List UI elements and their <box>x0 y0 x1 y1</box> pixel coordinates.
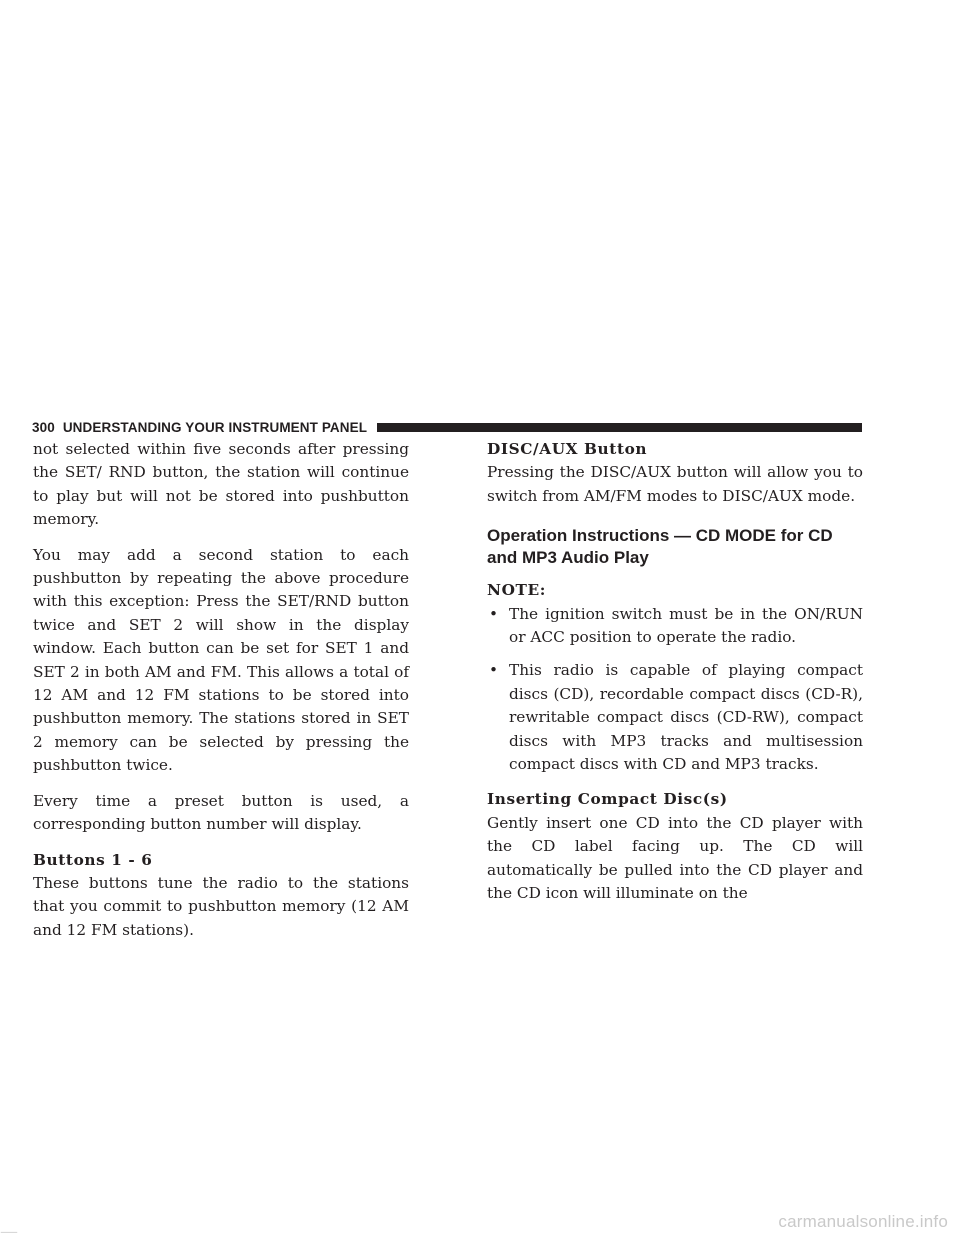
corner-mark: — <box>0 1221 18 1242</box>
paragraph: Every time a preset button is used, a corresponding button number will display. <box>33 791 409 834</box>
bullet-icon: • <box>489 661 499 680</box>
disc-aux-heading: DISC/AUX Button <box>487 440 648 458</box>
bullet-icon: • <box>489 604 499 623</box>
paragraph: These buttons tune the radio to the stations that you commit to pushbutton memory (12 AM and 12 FM stations). <box>33 873 409 939</box>
paragraph: not selected within five seconds after pressing the SET/ RND button, the station will continue to play but will not be stored into pushbutton memory. <box>33 440 409 529</box>
bullet-text: The ignition switch must be in the ON/RUN or ACC position to operate the radio. <box>509 604 863 647</box>
buttons-heading: Buttons 1 - 6 <box>33 850 153 869</box>
note-label: NOTE: <box>487 581 546 600</box>
bullet-text: This radio is capable of playing compact discs (CD), recordable compact discs (CD-R), rewritable compact discs (CD-RW), compact discs with MP3 tracks and multisession compact discs with CD and MP3 tracks. <box>509 661 863 774</box>
inserting-heading: Inserting Compact Disc(s) <box>487 790 728 809</box>
watermark: carmanualsonline.info <box>778 1212 948 1231</box>
page-header <box>32 419 862 435</box>
list-item <box>487 603 863 650</box>
header-rule <box>377 423 862 432</box>
page-number: 300 <box>32 419 55 435</box>
section-title: UNDERSTANDING YOUR INSTRUMENT PANEL <box>62 419 368 435</box>
paragraph: Pressing the DISC/AUX button will allow you to switch from AM/FM modes to DISC/AUX mode. <box>487 463 863 505</box>
right-column <box>487 438 863 906</box>
paragraph: You may add a second station to each pushbutton by repeating the above procedure with this exception: Press the SET/RND button twice and SET 2 will show in the display window. Each button can be set for SET 1 and SET 2 in both AM and FM. This allows a total of 12 AM and 12 FM stations to be stored into pushbutton memory. The stations stored in SET 2 memory can be selected by pressing the pushbutton twice. <box>33 545 409 775</box>
section-heading: Operation Instructions — CD MODE for CD and MP3 Audio Play <box>487 526 833 568</box>
paragraph: Gently insert one CD into the CD player with the CD label facing up. The CD will automatically be pulled into the CD player and the CD icon will illuminate on the <box>487 813 863 903</box>
left-column <box>33 438 409 942</box>
list-item <box>487 659 863 776</box>
